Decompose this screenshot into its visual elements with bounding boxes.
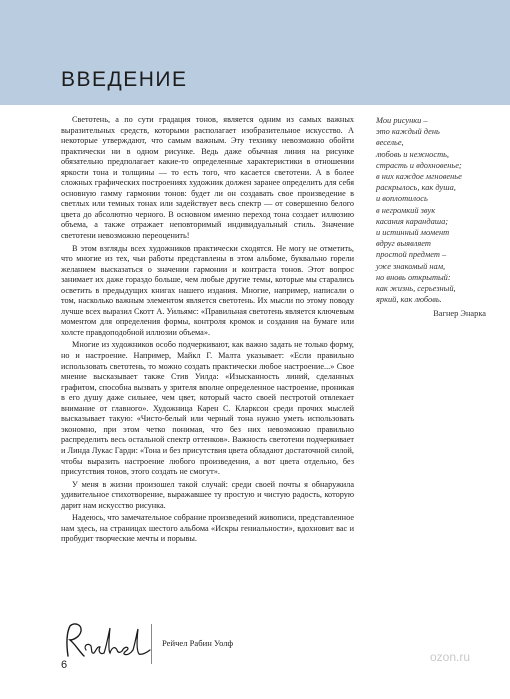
poem-line: и воплотилось — [376, 194, 428, 204]
signature-image — [60, 620, 156, 664]
paragraph: Светотень, а по сути градация тонов, является одним из самых важных выразительных средств, которыми располагает изобразительное искусство. А некоторые утверждают, что самым важным. Эту технику невозможно обойти практически ни в одном рисунке. Ведь даже обычная линия на рисунке обязательно предполагает какие-то определенные характеристики в отношении яркости тона и толщины — то есть того, что касается светотени. А в более сложных графических построениях художник должен заранее определить для себя основную гамму гармонии тонов: будет ли он создавать свое произведение в светлых или темных тонах или задействует весь спектр — от совершенно белого цвета до абсолютно черного. В основном именно переход тона создает иллюзию объема, а также отражает неповторимый индивидуальный стиль. Значение светотени невозможно переоценить! — [61, 115, 354, 241]
poem-line: страсть и вдохновенье; — [376, 160, 462, 170]
poem-line: любовь и нежность, — [376, 149, 450, 159]
poem-line: Мои рисунки – — [376, 116, 428, 125]
poem-line: яркий, как любовь. — [376, 295, 442, 305]
poem-line: уже знакомый нам, — [376, 261, 446, 271]
poem-author: Вагнер Энарка — [433, 309, 486, 319]
intro-text — [61, 115, 354, 545]
page-number: 6 — [61, 659, 68, 671]
poem-line: вдруг выявляет — [376, 239, 431, 249]
epigraph-poem — [376, 115, 494, 320]
paragraph: У меня в жизни произошел такой случай: среди своей почты я обнаружила удивительное стихотворение, выражавшее ту простую и чистую радость, которую дарит нам искусство рисунка. — [61, 479, 354, 510]
paragraph: В этом взгляды всех художников практически сходятся. Не могу не отметить, что многие из тех, чьи работы представлены в этом альбоме, буквально горели желанием высказаться о значении гармонии и контраста тонов. Этот вопрос занимает их даже гораздо больше, чем любые другие темы, которые мы старались осветить в предыдущих книгах нашего издания. Многие, например, написали о том, насколько важным элементом является светотень. Их мысли по этому поводу лучше всех выразил Скотт А. Уильямс: «Правильная светотень является ключевым моментом для определения формы, контроля кромок и создания на бумаге или холсте правдоподобной иллюзии объема». — [61, 243, 354, 337]
author-name: Рейчел Рабин Уолф — [162, 638, 234, 648]
paragraph: Многие из художников особо подчеркивают, как важно задать не только форму, но и настроение. Например, Майкл Г. Малта указывает: «Если правильно использовать светотень, то можно создать практически любое настроение...» Свое мнение высказывает также Стив Уилда: «Изысканность линий, сделанных графитом, способна вызвать у зрителя вполне определенное настроение, проникая в его душу даже сильнее, чем цвет, который часто своей пестротой отвлекает внимание от главного». Художница Карен С. Кларксон среди прочих мыслей высказывает такую: «Чисто-белый или черный тона нужно уметь использовать экономно, при этом четко понимая, что без них невозможно правильно распределить весь остальной спектр оттенков». Важность светотени подчеркивает и Линда Лукас Гарди: «Тона и без присутствия цвета обладают достаточной силой, чтобы выразить настроение любого произведения, а вот цвета отдельно, без присутствия тонов, этого создать не смогут». — [61, 340, 354, 477]
signature-divider — [151, 624, 152, 664]
watermark: ozon.ru — [430, 650, 471, 664]
poem-line: касания карандаша; — [376, 216, 449, 226]
page-title: ВВЕДЕНИЕ — [61, 68, 188, 91]
header-banner — [0, 0, 510, 105]
poem-line: это каждый день — [376, 127, 440, 137]
poem-line: раскрылось, как душа, — [376, 183, 456, 193]
poem-line: и истинный момент — [376, 228, 450, 238]
poem-line: но вновь открытый: — [376, 272, 451, 282]
poem-line: как жизнь, серьезный, — [376, 284, 456, 294]
poem-line: веселье, — [376, 138, 404, 148]
paragraph: Надеюсь, что замечательное собрание произведений живописи, представленное нам здесь, на страницах шестого альбома «Искры гениальности», вдохновит вас и пробудит творческие мечты и порывы. — [61, 513, 354, 544]
handwritten-signature — [60, 620, 156, 664]
poem-line: в них каждое мгновенье — [376, 172, 462, 182]
poem-line: простой предмет – — [376, 250, 447, 260]
poem-line: в негромкий звук — [376, 205, 436, 215]
